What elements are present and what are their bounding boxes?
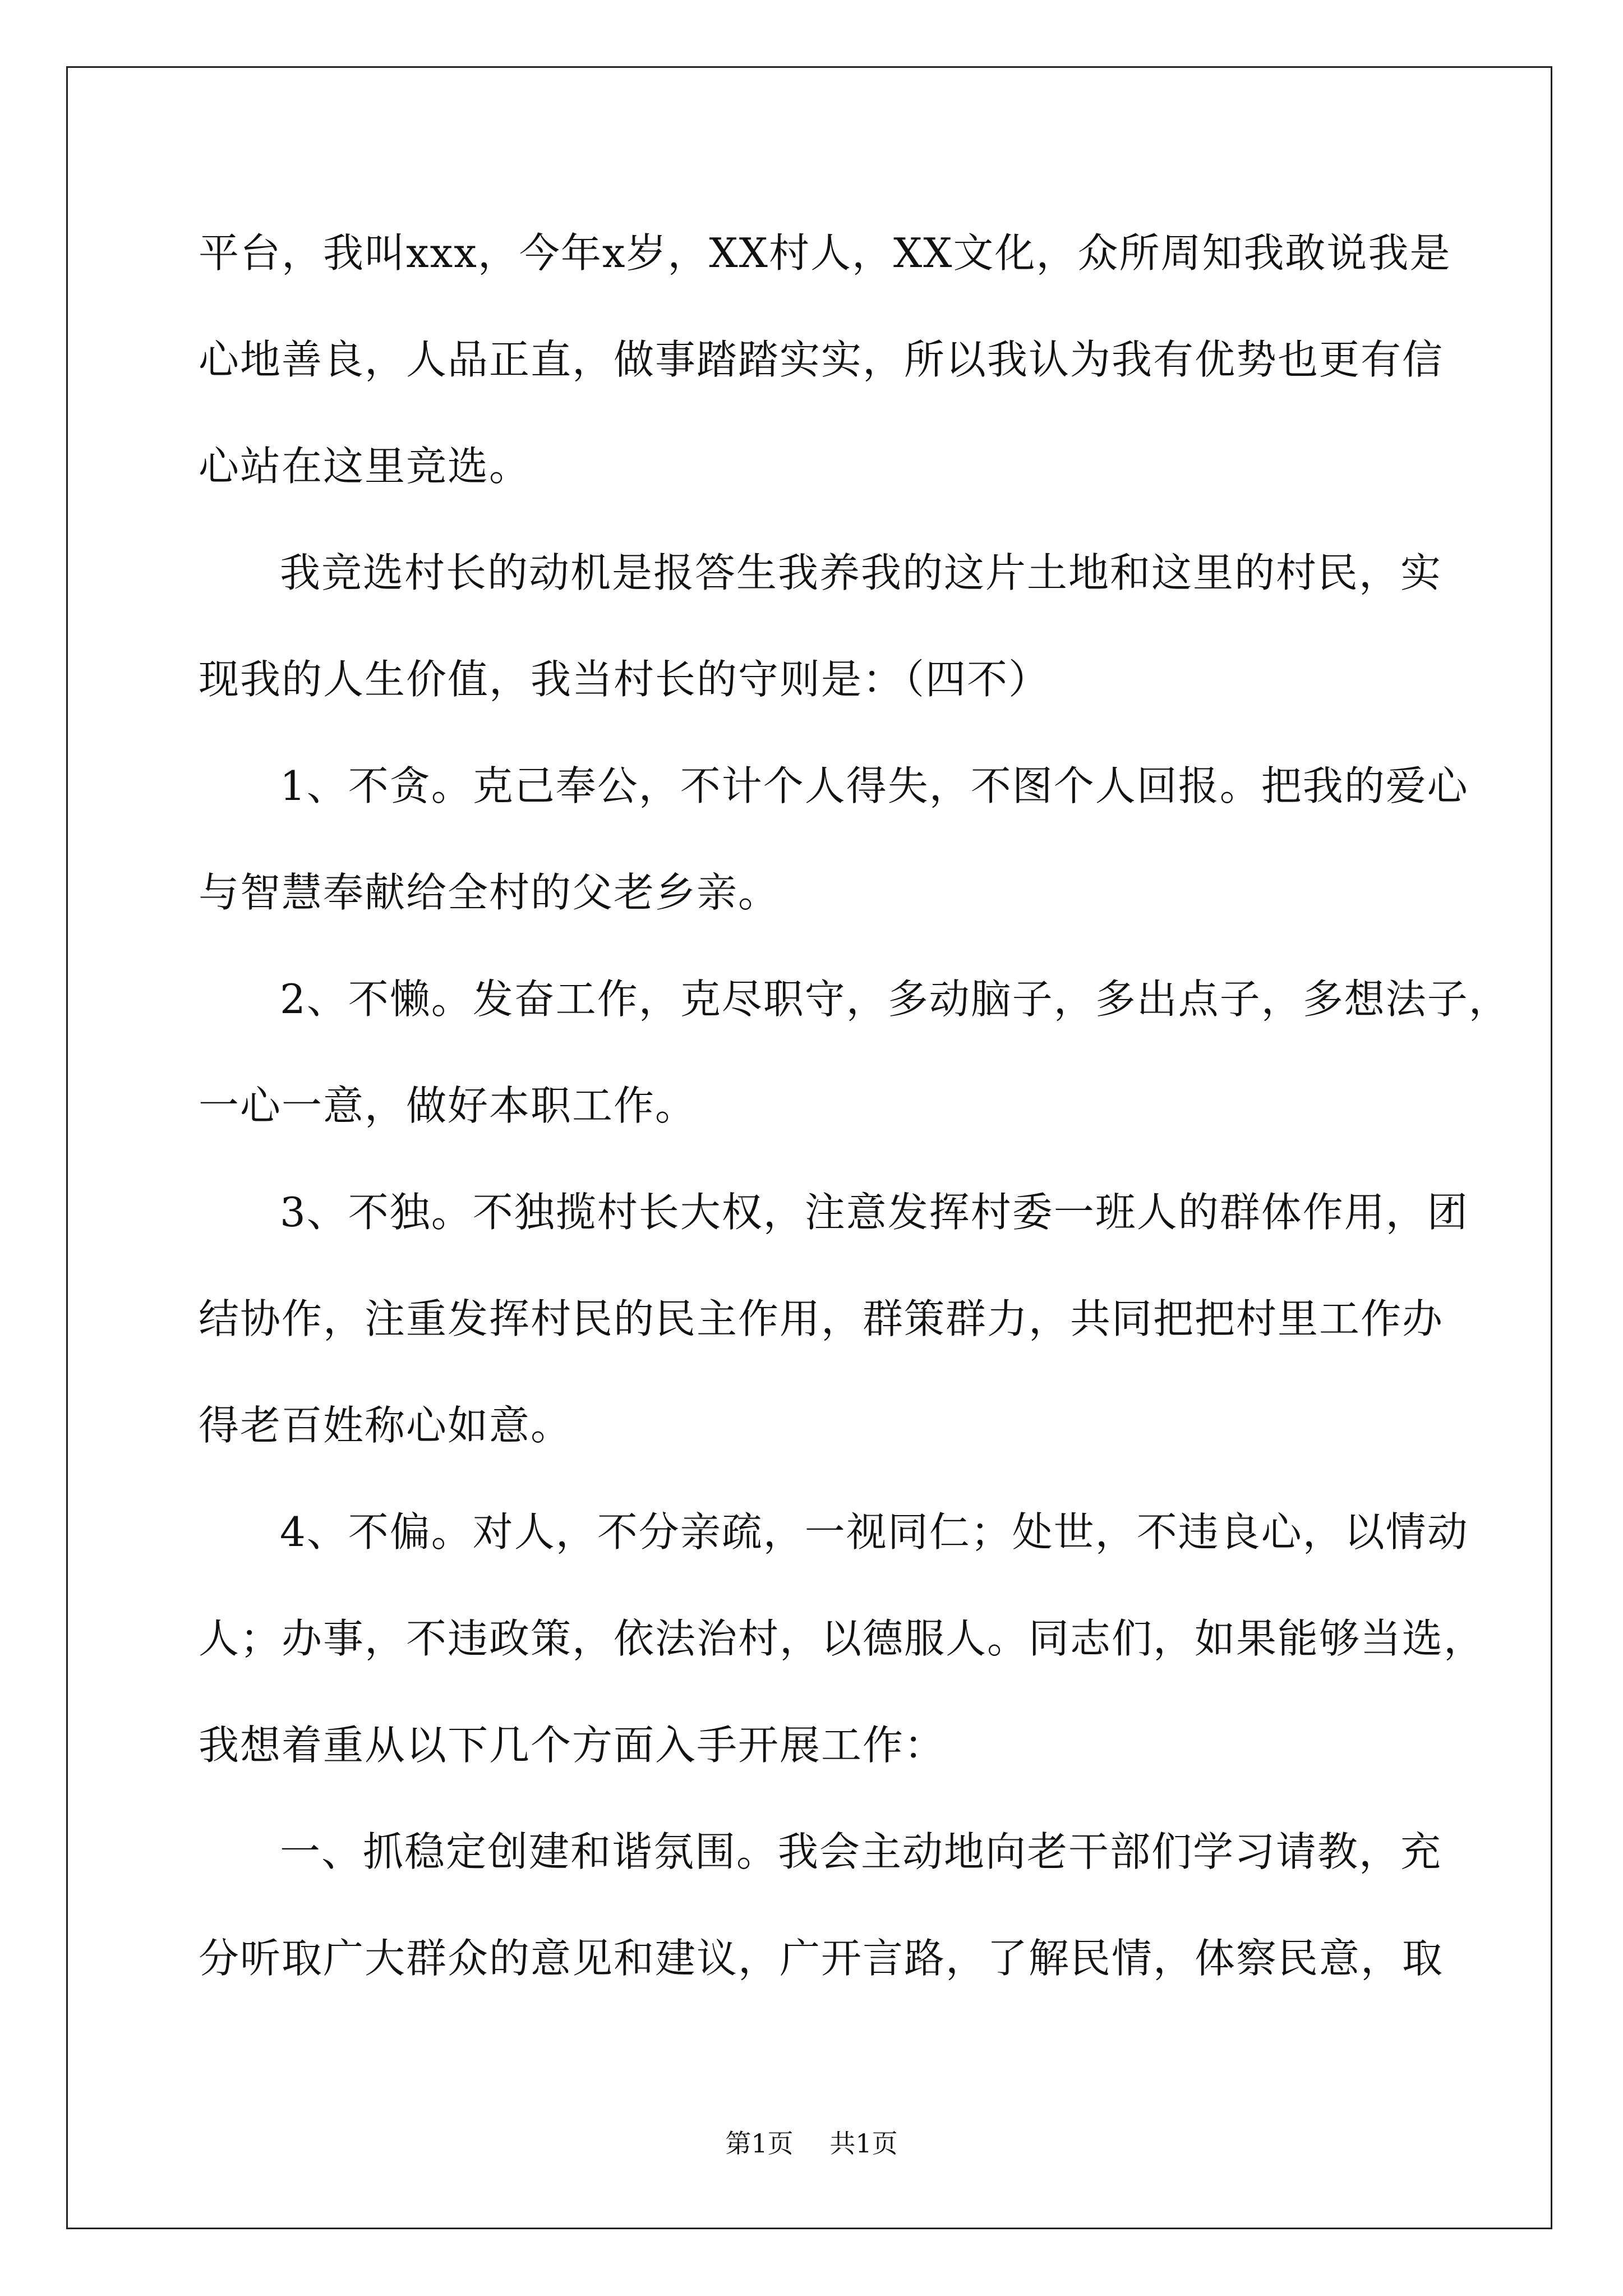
total-pages-label: 共1页 — [829, 2128, 898, 2159]
text-line: 分听取广大群众的意见和建议，广开言路，了解民情，体察民意，取 — [199, 1935, 1444, 1982]
page-footer — [0, 2123, 1623, 2160]
document-body — [199, 211, 1510, 2023]
text-line: 人；办事，不违政策，依法治村，以德服人。同志们，如果能够当选， — [199, 1615, 1486, 1662]
paragraph-start-line: 一、抓稳定创建和谐氛围。我会主动地向老干部们学习请教，充 — [280, 1828, 1442, 1875]
paragraph-start-line: 1、不贪。克己奉公，不计个人得失，不图个人回报。把我的爱心 — [280, 762, 1469, 809]
current-page-label: 第1页 — [725, 2128, 794, 2159]
text-line: 平台，我叫xxx，今年x岁，XX村人，XX文化，众所周知我敢说我是 — [199, 229, 1451, 277]
text-line: 心地善良，人品正直，做事踏踏实实，所以我认为我有优势也更有信 — [199, 336, 1444, 383]
text-line: 现我的人生价值，我当村长的守则是：（四不） — [199, 656, 1050, 703]
text-line: 心站在这里竞选。 — [199, 443, 531, 490]
text-line: 与智慧奉献给全村的父老乡亲。 — [199, 869, 780, 916]
paragraph-start-line: 4、不偏。对人，不分亲疏，一视同仁；处世，不违良心，以情动 — [280, 1508, 1469, 1556]
text-line: 我想着重从以下几个方面入手开展工作： — [199, 1722, 946, 1769]
text-line: 一心一意，做好本职工作。 — [199, 1082, 697, 1129]
text-line: 结协作，注重发挥村民的民主作用，群策群力，共同把把村里工作办 — [199, 1295, 1444, 1342]
paragraph-start-line: 2、不懒。发奋工作，克尽职守，多动脑子，多出点子，多想法子， — [280, 976, 1510, 1023]
paragraph-start-line: 我竞选村长的动机是报答生我养我的这片土地和这里的村民，实 — [280, 549, 1442, 596]
text-line: 得老百姓称心如意。 — [199, 1402, 573, 1449]
paragraph-start-line: 3、不独。不独揽村长大权，注意发挥村委一班人的群体作用，团 — [280, 1189, 1469, 1236]
